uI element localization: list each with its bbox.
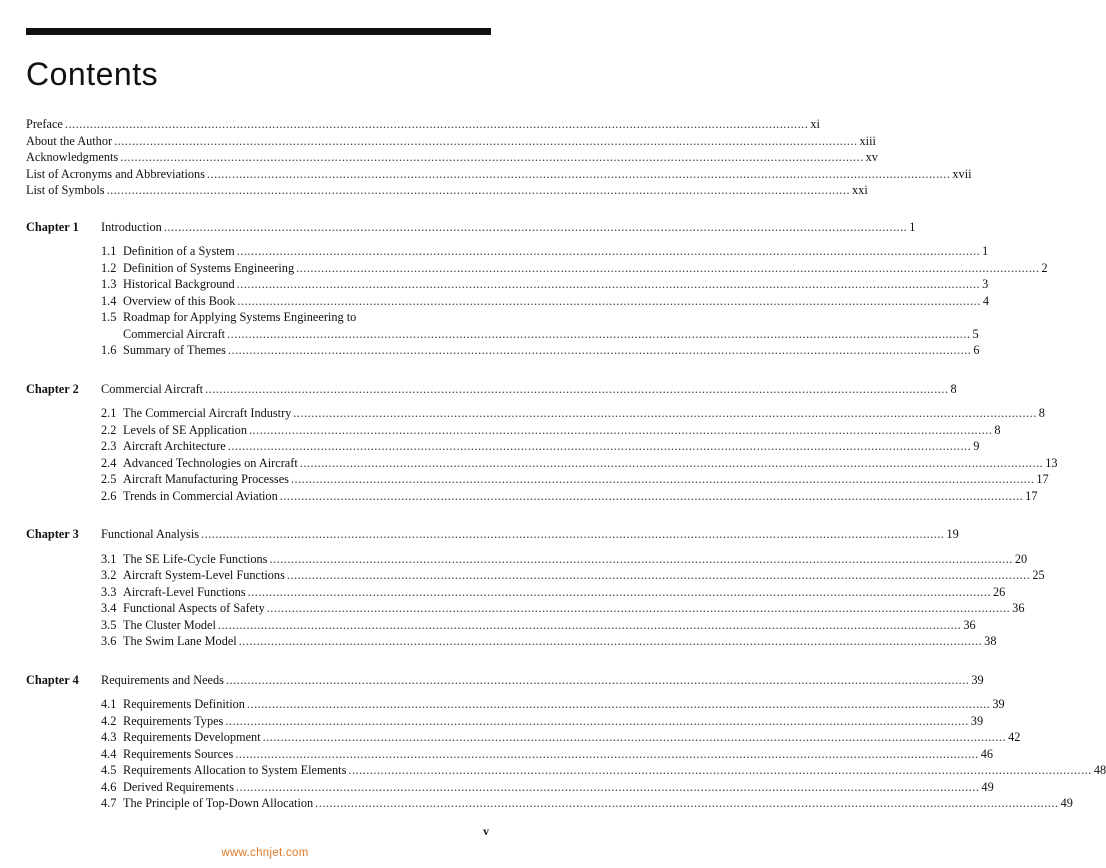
dot-leader — [228, 438, 971, 455]
section-page: 20 — [1014, 551, 1028, 566]
section-entry[interactable] — [101, 633, 997, 650]
dot-leader — [300, 455, 1043, 472]
section-page: 8 — [1038, 406, 1045, 420]
dot-leader — [237, 293, 980, 310]
entry-label: Acknowledgments — [26, 150, 119, 164]
section-title: Requirements Sources — [123, 746, 234, 761]
section-title: The SE Life-Cycle Functions — [123, 551, 268, 566]
section-entry[interactable] — [101, 422, 1001, 439]
section-entry[interactable] — [101, 309, 491, 326]
section-label — [101, 260, 294, 277]
section-page: 13 — [1045, 455, 1058, 470]
section-label — [101, 405, 291, 422]
section-page: 39 — [992, 697, 1005, 711]
section-label — [101, 488, 278, 505]
section-title: Requirements Types — [123, 713, 224, 728]
section-page: 38 — [984, 634, 997, 648]
section-title: Trends in Commercial Aviation — [123, 488, 278, 503]
section-number: 3.2 — [101, 568, 117, 582]
section-title: Aircraft Manufacturing Processes — [123, 472, 289, 486]
dot-leader — [348, 762, 1091, 779]
section-label — [101, 779, 234, 796]
section-list — [101, 243, 1048, 359]
section-title: Definition of a System — [123, 244, 235, 258]
section-label — [101, 276, 235, 293]
section-number: 2.1 — [101, 406, 117, 420]
section-page: 17 — [1025, 488, 1038, 503]
section-entry[interactable] — [101, 584, 1006, 601]
section-title: Requirements Definition — [123, 697, 245, 711]
section-list — [101, 405, 1058, 504]
section-label — [101, 762, 346, 779]
section-entry[interactable] — [101, 488, 1038, 505]
section-page: 25 — [1032, 568, 1045, 582]
section-label — [101, 455, 298, 472]
dot-leader — [228, 342, 971, 359]
chapter-number: Chapter 1 — [26, 219, 79, 234]
dot-leader — [225, 713, 968, 730]
chapter-heading[interactable] — [26, 526, 959, 543]
dot-leader — [287, 567, 1030, 584]
section-entry[interactable] — [101, 243, 989, 260]
section-number: 4.7 — [101, 796, 117, 810]
chapter-number: Chapter 2 — [26, 381, 79, 396]
section-entry[interactable] — [101, 293, 989, 310]
section-number: 4.4 — [101, 746, 117, 761]
entry-label: Preface — [26, 117, 63, 131]
dot-leader — [249, 422, 992, 439]
chapter-heading[interactable] — [26, 672, 984, 689]
section-number: 3.5 — [101, 617, 117, 632]
section-entry[interactable] — [101, 762, 1106, 779]
dot-leader — [226, 672, 969, 689]
section-page: 17 — [1036, 472, 1049, 486]
section-title: Summary of Themes — [123, 343, 226, 357]
section-entry[interactable] — [101, 729, 1021, 746]
chapter-page: 8 — [950, 381, 957, 396]
dot-leader — [267, 600, 1010, 617]
section-page: 36 — [1012, 601, 1025, 615]
section-title: Aircraft-Level Functions — [123, 584, 246, 599]
section-label — [101, 551, 267, 568]
section-title: Aircraft System-Level Functions — [123, 568, 285, 582]
section-label — [101, 293, 235, 310]
chapter-title: Requirements and Needs — [101, 672, 224, 687]
section-page: 26 — [993, 584, 1006, 599]
section-page: 5 — [972, 326, 979, 341]
section-number: 1.3 — [101, 277, 117, 291]
dot-leader — [201, 526, 944, 543]
section-title: Roadmap for Applying Systems Engineering to — [123, 310, 357, 324]
chapter-page: 19 — [946, 527, 959, 541]
section-entry[interactable] — [101, 471, 1049, 488]
section-label — [101, 795, 313, 812]
section-number: 4.3 — [101, 730, 117, 744]
chapter-title-line — [101, 381, 957, 398]
section-page: 4 — [982, 293, 989, 308]
section-page: 48 — [1093, 763, 1106, 777]
section-title-cont: Commercial Aircraft — [123, 326, 226, 341]
dot-leader — [237, 243, 980, 260]
section-number: 4.2 — [101, 713, 117, 728]
chapter-title-line — [101, 526, 959, 543]
section-page: 9 — [973, 439, 980, 453]
section-page: 46 — [980, 746, 994, 761]
section-page: 2 — [1041, 260, 1048, 275]
toc-content — [26, 116, 1106, 834]
section-label — [101, 617, 216, 634]
section-label — [101, 471, 289, 488]
chapter-number: Chapter 3 — [26, 527, 79, 541]
dot-leader — [293, 405, 1036, 422]
section-title: The Principle of Top-Down Allocation — [123, 796, 314, 810]
section-number: 1.2 — [101, 260, 117, 275]
section-page: 49 — [1060, 796, 1073, 810]
section-page: 39 — [970, 713, 984, 728]
chapter-title: Functional Analysis — [101, 527, 200, 541]
section-title: Functional Aspects of Safety — [123, 601, 265, 615]
section-title: Derived Requirements — [123, 779, 234, 794]
chapter-block — [26, 672, 1106, 812]
dot-leader — [120, 149, 863, 166]
top-rule — [26, 28, 491, 35]
dot-leader — [296, 260, 1039, 277]
chapter-list — [26, 219, 1106, 812]
section-number: 1.4 — [101, 293, 117, 308]
section-entry[interactable] — [101, 567, 1045, 584]
dot-leader — [248, 584, 991, 601]
section-entry[interactable] — [101, 713, 984, 730]
chapter-block — [26, 381, 1058, 505]
dot-leader — [218, 617, 961, 634]
section-title: Requirements Development — [123, 730, 261, 744]
section-number: 1.5 — [101, 310, 117, 324]
section-entry[interactable] — [101, 746, 994, 763]
chapter-page: 39 — [971, 672, 984, 687]
section-label — [101, 713, 223, 730]
dot-leader — [280, 488, 1023, 505]
section-number: 2.3 — [101, 439, 117, 453]
chapter-block — [26, 219, 1048, 359]
toc-entry[interactable] — [26, 116, 820, 133]
toc-entry[interactable] — [26, 133, 876, 150]
section-label — [101, 422, 247, 439]
section-entry[interactable] — [101, 455, 1058, 472]
section-number: 1.6 — [101, 343, 117, 357]
dot-leader — [65, 116, 808, 133]
toc-entry[interactable] — [26, 166, 972, 183]
section-number: 3.1 — [101, 551, 117, 566]
section-number: 3.4 — [101, 601, 117, 615]
entry-page: xxi — [852, 183, 868, 197]
section-entry[interactable] — [101, 405, 1045, 422]
dot-leader — [235, 746, 978, 763]
section-number: 3.6 — [101, 634, 117, 648]
section-number: 4.1 — [101, 697, 117, 711]
section-continuation[interactable] — [101, 326, 979, 343]
dot-leader — [207, 166, 950, 183]
entry-page: xv — [865, 150, 878, 164]
dot-leader — [107, 182, 850, 199]
section-entry[interactable] — [101, 276, 989, 293]
section-entry[interactable] — [101, 600, 1025, 617]
section-label — [101, 567, 285, 584]
section-label — [101, 696, 245, 713]
section-entry[interactable] — [101, 342, 980, 359]
dot-leader — [236, 779, 979, 796]
chapter-heading[interactable] — [26, 219, 916, 236]
section-label — [101, 584, 246, 601]
chapter-title-line — [101, 672, 984, 689]
toc-entry[interactable] — [26, 182, 868, 199]
section-number: 3.3 — [101, 584, 117, 599]
section-title: Overview of this Book — [123, 293, 236, 308]
section-label — [101, 600, 265, 617]
section-entry[interactable] — [101, 438, 980, 455]
section-page: 6 — [973, 343, 980, 357]
watermark: www.chnjet.com — [221, 847, 309, 859]
toc-entry[interactable] — [26, 149, 878, 166]
chapter-page: 1 — [909, 219, 916, 234]
section-entry[interactable] — [101, 795, 1073, 812]
entry-label: List of Symbols — [26, 183, 105, 197]
section-entry[interactable] — [101, 779, 994, 796]
section-label — [101, 243, 235, 260]
dot-leader — [205, 381, 948, 398]
section-entry[interactable] — [101, 696, 1005, 713]
dot-leader — [237, 276, 980, 293]
section-label — [101, 342, 226, 359]
section-page: 3 — [982, 277, 989, 291]
entry-page: xiii — [859, 133, 876, 148]
section-title: Definition of Systems Engineering — [123, 260, 295, 275]
section-title: Requirements Allocation to System Elements — [123, 763, 347, 777]
chapter-title: Commercial Aircraft — [101, 381, 204, 396]
section-number: 4.5 — [101, 763, 117, 777]
chapter-block — [26, 526, 1045, 650]
dot-leader — [315, 795, 1058, 812]
section-list — [101, 551, 1045, 650]
chapter-title: Introduction — [101, 219, 162, 234]
section-title: Advanced Technologies on Aircraft — [123, 455, 298, 470]
entry-page: xvii — [952, 166, 972, 181]
section-number: 2.4 — [101, 455, 117, 470]
section-label — [101, 633, 237, 650]
section-entry[interactable] — [101, 551, 1028, 568]
section-title: Aircraft Architecture — [123, 439, 226, 453]
dot-leader — [114, 133, 857, 150]
page-number: v — [483, 824, 489, 838]
chapter-title-line — [101, 219, 915, 236]
section-page: 36 — [963, 617, 976, 632]
dot-leader — [247, 696, 990, 713]
front-matter — [26, 116, 972, 199]
section-page: 49 — [981, 779, 994, 794]
section-entry[interactable] — [101, 260, 1048, 277]
section-title: The Commercial Aircraft Industry — [123, 406, 292, 420]
section-page: 42 — [1008, 730, 1021, 744]
dot-leader — [164, 219, 907, 236]
section-label — [101, 438, 226, 455]
section-label — [101, 729, 261, 746]
section-page: 1 — [982, 244, 989, 258]
entry-label: About the Author — [26, 133, 113, 148]
dot-leader — [263, 729, 1006, 746]
section-title: Historical Background — [123, 277, 235, 291]
dot-leader — [227, 326, 970, 343]
section-list — [101, 696, 1106, 812]
section-page: 8 — [994, 422, 1001, 437]
section-entry[interactable] — [101, 617, 976, 634]
chapter-heading[interactable] — [26, 381, 957, 398]
entry-label: List of Acronyms and Abbreviations — [26, 166, 205, 181]
dot-leader — [269, 551, 1012, 568]
section-label — [101, 746, 233, 763]
section-title: The Cluster Model — [123, 617, 216, 632]
section-number: 1.1 — [101, 244, 117, 258]
dot-leader — [239, 633, 982, 650]
section-number: 2.5 — [101, 472, 117, 486]
page-title: Contents — [26, 56, 159, 92]
section-title: Levels of SE Application — [123, 422, 247, 437]
section-number: 2.2 — [101, 422, 117, 437]
dot-leader — [291, 471, 1034, 488]
section-number: 4.6 — [101, 779, 117, 794]
section-number: 2.6 — [101, 488, 117, 503]
entry-page: xi — [810, 117, 820, 131]
chapter-number: Chapter 4 — [26, 672, 79, 687]
section-title: The Swim Lane Model — [123, 634, 237, 648]
